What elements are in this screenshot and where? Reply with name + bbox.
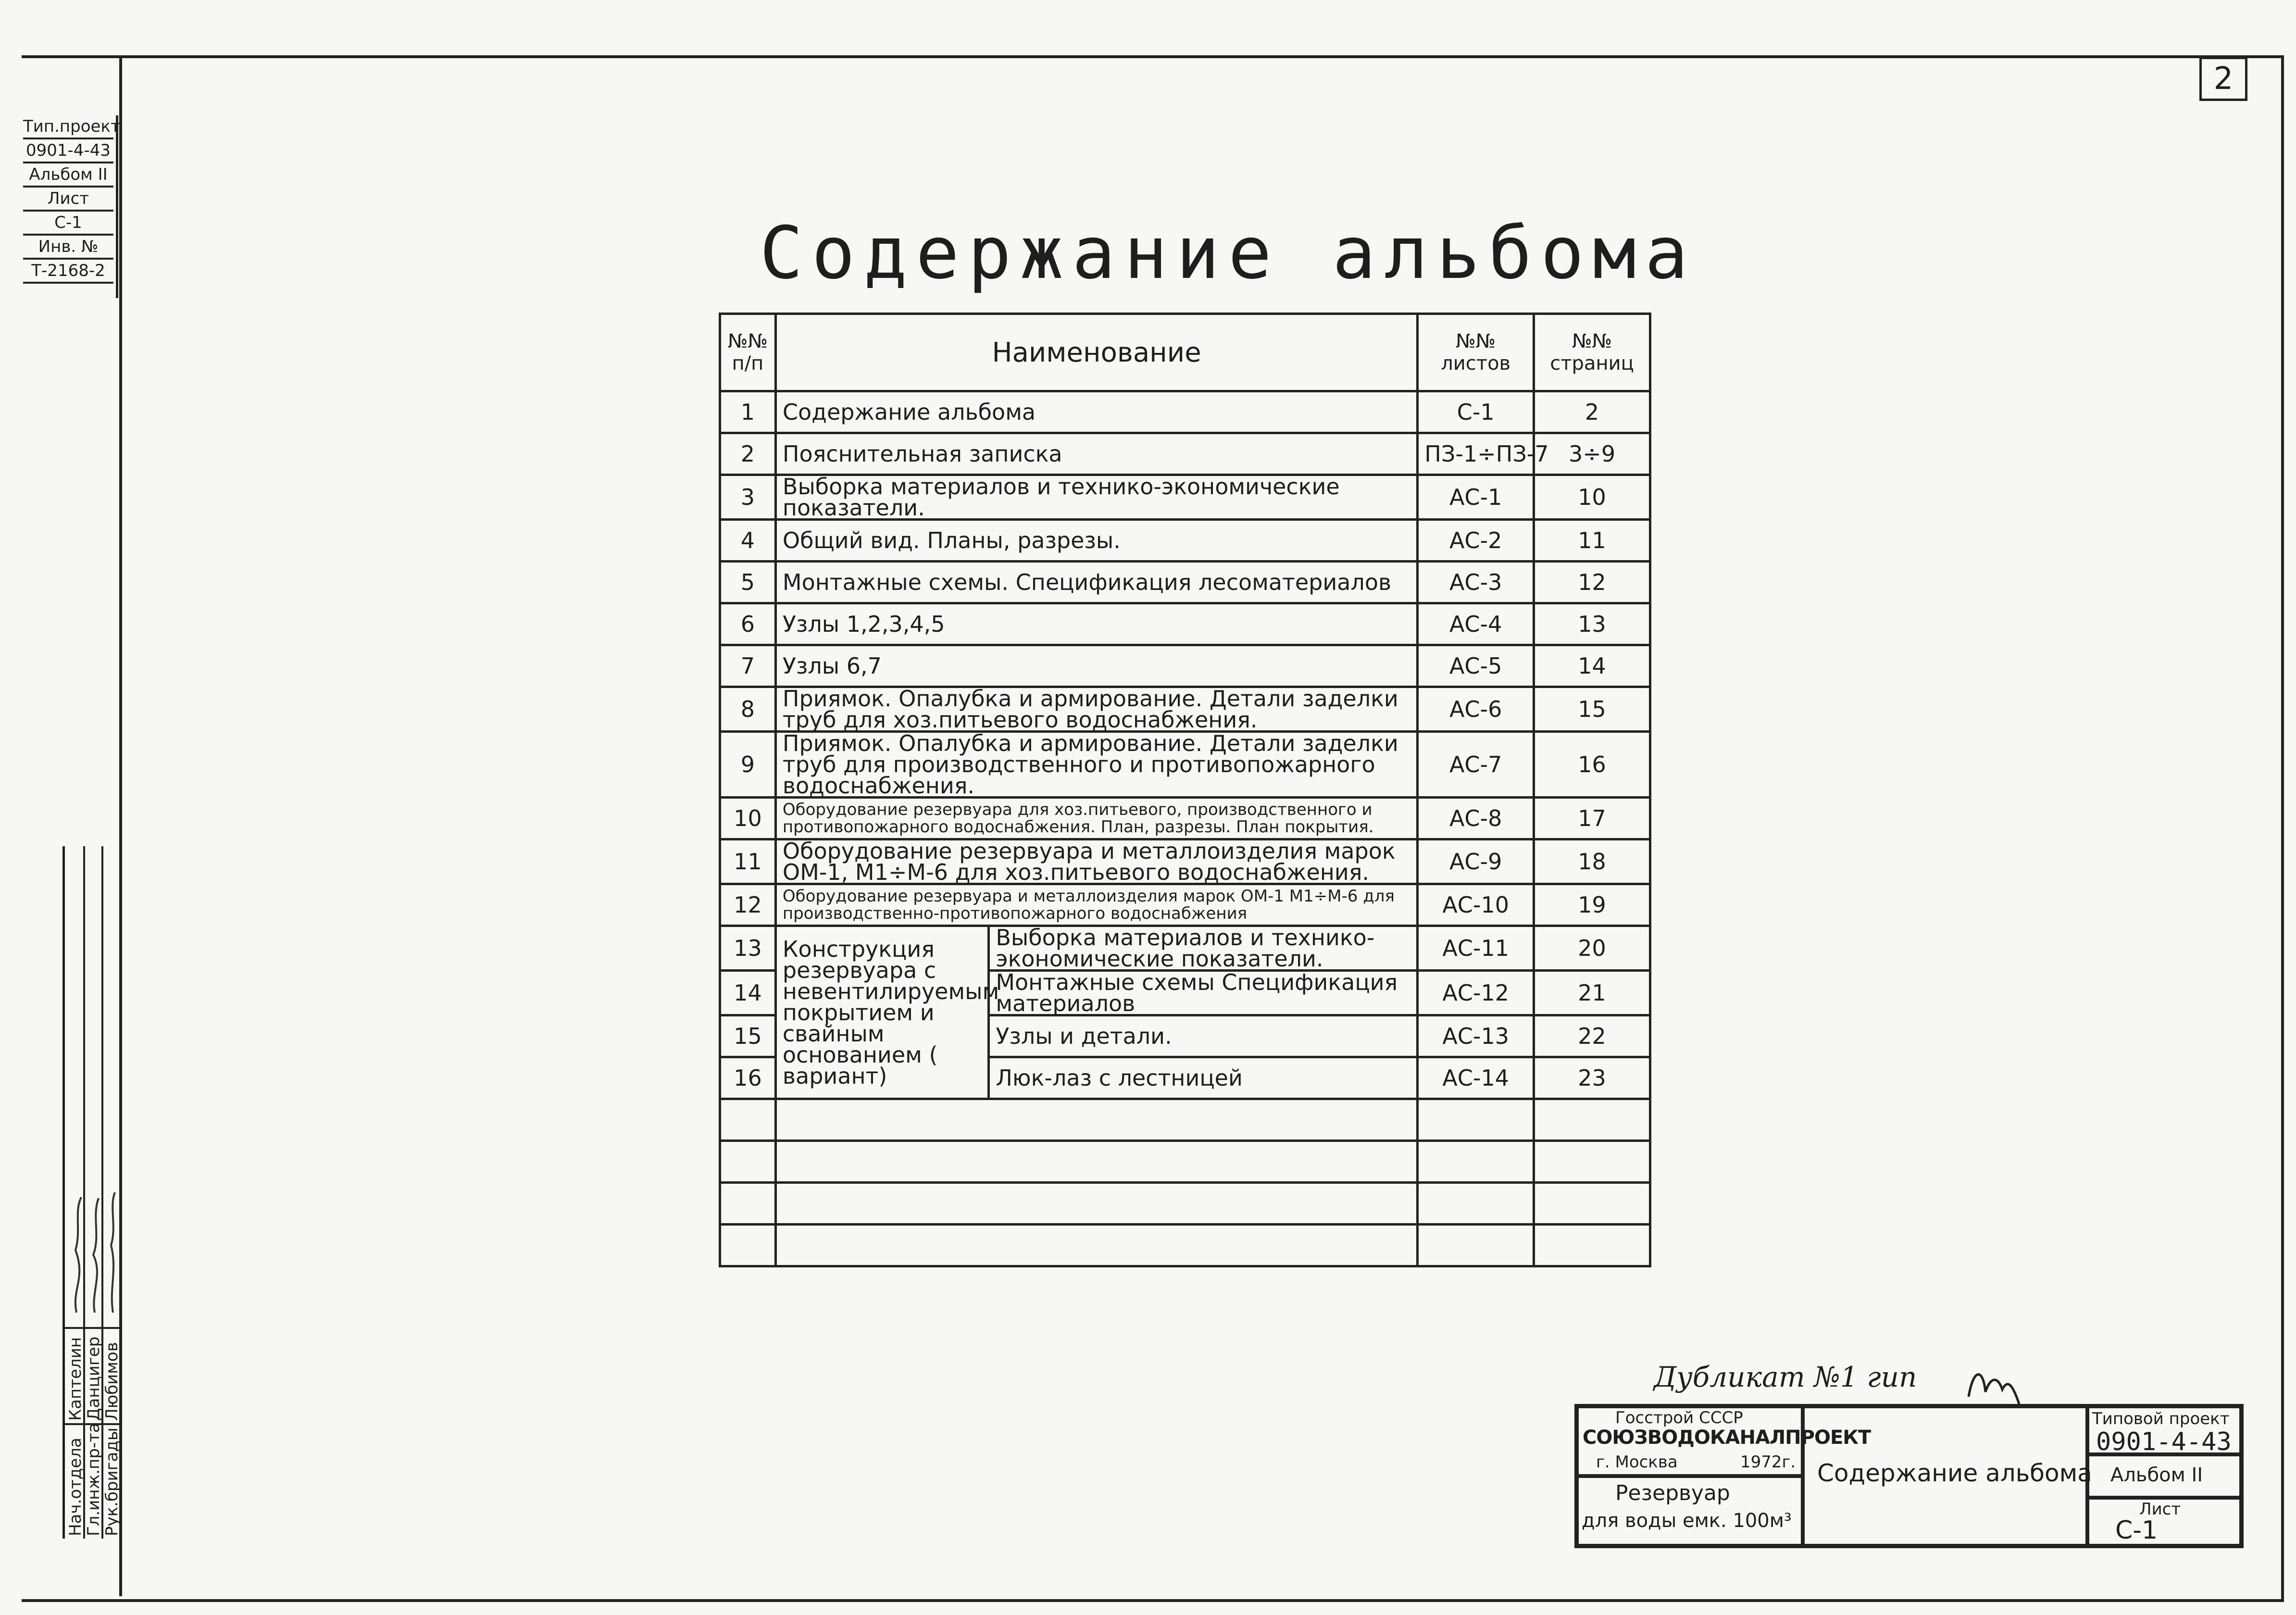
- left-stamp-sheet-label: Лист: [23, 188, 113, 212]
- name-head-of-department: Каптелин: [66, 1337, 85, 1421]
- title-block-org1: Госстрой СССР: [1615, 1408, 1743, 1427]
- header-pages: №№ страниц: [1534, 314, 1650, 391]
- table-row: [720, 645, 1650, 687]
- row-page: 17: [1534, 798, 1650, 839]
- row-name: Пояснительная записка: [775, 433, 1417, 475]
- name-team-lead: Любимов: [102, 1342, 122, 1421]
- handwritten-signatures: [67, 1192, 120, 1322]
- title-block-sheet: С-1: [2115, 1516, 2158, 1545]
- title-block-org2: СОЮЗВОДОКАНАЛПРОЕКТ: [1583, 1427, 1871, 1449]
- empty-row: [720, 1099, 1650, 1141]
- table-row: [720, 475, 1650, 520]
- empty-row: [720, 1225, 1650, 1266]
- row-num: 14: [720, 971, 776, 1015]
- row-page: 12: [1534, 562, 1650, 603]
- header-name: Наименование: [775, 314, 1417, 391]
- title-block-object1: Резервуар: [1615, 1481, 1730, 1505]
- title-block: [1574, 1404, 2244, 1548]
- row-sheet: АС-10: [1418, 884, 1534, 926]
- row-page: 22: [1534, 1015, 1650, 1057]
- empty-row: [720, 1141, 1650, 1183]
- table-row: [720, 839, 1650, 884]
- row-num: 3: [720, 475, 776, 520]
- table-row: [720, 603, 1650, 645]
- role-team-lead: Рук.бригады: [102, 1427, 122, 1536]
- left-stamp-album: Альбом II: [23, 163, 113, 188]
- table-row: [720, 926, 1650, 971]
- row-sheet: АС-7: [1418, 732, 1534, 798]
- row-name: Монтажные схемы. Спецификация лесоматериалов: [775, 562, 1417, 603]
- row-page: 10: [1534, 475, 1650, 520]
- row-page: 3÷9: [1534, 433, 1650, 475]
- row-page: 23: [1534, 1057, 1650, 1099]
- table-row: [720, 732, 1650, 798]
- left-stamp-inv: Т-2168-2: [23, 260, 113, 284]
- row-sheet: АС-1: [1418, 475, 1534, 520]
- row-sheet: АС-5: [1418, 645, 1534, 687]
- row-sheet: АС-14: [1418, 1057, 1534, 1099]
- left-stamp-type-label: Тип.проект: [23, 115, 113, 139]
- header-sheets: №№ листов: [1418, 314, 1534, 391]
- title-block-year: 1972г.: [1740, 1452, 1796, 1472]
- role-head-of-department: Нач.отдела: [66, 1438, 85, 1536]
- row-page: 14: [1534, 645, 1650, 687]
- row-num: 11: [720, 839, 776, 884]
- row-name: Узлы и детали.: [989, 1015, 1418, 1057]
- row-name: Содержание альбома: [775, 391, 1417, 433]
- row-page: 20: [1534, 926, 1650, 971]
- gip-signature: [1964, 1363, 2021, 1406]
- row-sheet: АС-6: [1418, 687, 1534, 732]
- left-stamp-sheet: С-1: [23, 212, 113, 236]
- row-page: 16: [1534, 732, 1650, 798]
- table-row: [720, 687, 1650, 732]
- page-number: 2: [2199, 57, 2247, 101]
- row-name: Узлы 1,2,3,4,5: [775, 603, 1417, 645]
- row-num: 6: [720, 603, 776, 645]
- row-page: 21: [1534, 971, 1650, 1015]
- table-row: [720, 798, 1650, 839]
- row-num: 13: [720, 926, 776, 971]
- row-num: 10: [720, 798, 776, 839]
- row-name: Оборудование резервуара и металлоизделия марок ОМ-1, М1÷М-6 для хоз.питьевого водоснабжения.: [775, 839, 1417, 884]
- title-block-sheet-label: Лист: [2139, 1500, 2181, 1519]
- page-title: Содержание альбома: [760, 212, 1697, 295]
- row-name: Люк-лаз с лестницей: [989, 1057, 1418, 1099]
- signature-block: [62, 846, 122, 1539]
- header-num: №№ п/п: [720, 314, 776, 391]
- left-stamp-inv-label: Инв. №: [23, 236, 113, 260]
- table-row: [720, 391, 1650, 433]
- title-block-project-code: 0901-4-43: [2096, 1427, 2232, 1456]
- row-sheet: С-1: [1418, 391, 1534, 433]
- row-name: Выборка материалов и технико-экономические показатели.: [775, 475, 1417, 520]
- empty-row: [720, 1183, 1650, 1225]
- row-page: 18: [1534, 839, 1650, 884]
- duplicate-note: Дубликат №1 гип: [1654, 1361, 1917, 1393]
- table-row: [720, 562, 1650, 603]
- row-name: Оборудование резервуара и металлоизделия марок ОМ-1 М1÷М-6 для производственно-противопожарного водоснабжения: [775, 884, 1417, 926]
- row-sheet: АС-8: [1418, 798, 1534, 839]
- title-block-object2: для воды емк. 100м³: [1582, 1510, 1792, 1532]
- role-chief-engineer: Гл.инж.пр-та: [84, 1423, 103, 1536]
- title-block-type-label: Типовой проект: [2092, 1409, 2230, 1428]
- row-page: 19: [1534, 884, 1650, 926]
- table-header-row: [720, 314, 1650, 391]
- row-num: 2: [720, 433, 776, 475]
- row-sheet: АС-4: [1418, 603, 1534, 645]
- row-sheet: АС-9: [1418, 839, 1534, 884]
- row-num: 1: [720, 391, 776, 433]
- group-label: Конструкция резервуара с невентилируемым покрытием и свайным основанием ( вариант): [775, 926, 988, 1099]
- row-page: 13: [1534, 603, 1650, 645]
- row-num: 12: [720, 884, 776, 926]
- row-sheet: АС-2: [1418, 520, 1534, 562]
- row-page: 15: [1534, 687, 1650, 732]
- title-block-city: г. Москва: [1596, 1452, 1678, 1472]
- row-name: Приямок. Опалубка и армирование. Детали заделки труб для хоз.питьевого водоснабжения.: [775, 687, 1417, 732]
- row-num: 9: [720, 732, 776, 798]
- contents-table: [719, 313, 1651, 1267]
- row-num: 5: [720, 562, 776, 603]
- row-page: 2: [1534, 391, 1650, 433]
- left-stamp: [23, 115, 120, 284]
- title-block-content: Содержание альбома: [1817, 1459, 2092, 1487]
- row-name: Узлы 6,7: [775, 645, 1417, 687]
- table-row: [720, 884, 1650, 926]
- row-page: 11: [1534, 520, 1650, 562]
- name-chief-engineer: Данцигер: [84, 1336, 103, 1421]
- row-num: 16: [720, 1057, 776, 1099]
- row-sheet: АС-11: [1418, 926, 1534, 971]
- table-row: [720, 433, 1650, 475]
- row-sheet: ПЗ-1÷ПЗ-7: [1418, 433, 1534, 475]
- row-num: 7: [720, 645, 776, 687]
- row-sheet: АС-13: [1418, 1015, 1534, 1057]
- left-stamp-project-code: 0901-4-43: [23, 139, 113, 163]
- table-row: [720, 520, 1650, 562]
- row-name: Выборка материалов и технико-экономические показатели.: [989, 926, 1418, 971]
- row-name: Приямок. Опалубка и армирование. Детали заделки труб для производственного и противопожарного водоснабжения.: [775, 732, 1417, 798]
- row-sheet: АС-3: [1418, 562, 1534, 603]
- row-num: 8: [720, 687, 776, 732]
- title-block-album: Альбом II: [2110, 1464, 2203, 1486]
- row-name: Оборудование резервуара для хоз.питьевого, производственного и противопожарного водоснабжения. План, разрезы. План покрытия.: [775, 798, 1417, 839]
- row-num: 4: [720, 520, 776, 562]
- row-name: Монтажные схемы Спецификация материалов: [989, 971, 1418, 1015]
- row-name: Общий вид. Планы, разрезы.: [775, 520, 1417, 562]
- row-num: 15: [720, 1015, 776, 1057]
- row-sheet: АС-12: [1418, 971, 1534, 1015]
